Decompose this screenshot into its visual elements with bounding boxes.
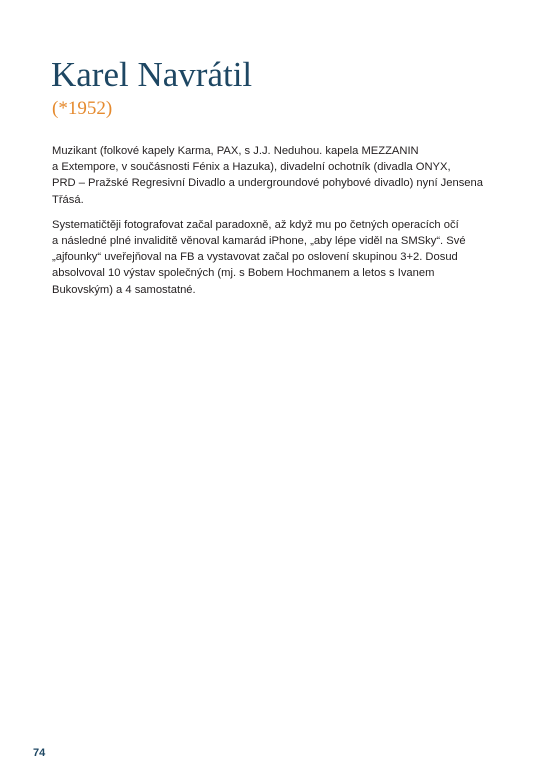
biography-paragraph xyxy=(52,217,512,298)
biography-paragraph xyxy=(52,143,512,208)
text-line: a Extempore, v součásnosti Fénix a Hazuka), divadelní ochotník (divadla ONYX, xyxy=(52,161,451,174)
text-line: absolvoval 10 výstav společných (mj. s Bobem Hochmanem a letos s Ivanem xyxy=(52,267,435,280)
text-line: a následné plné invaliditě věnoval kamarád iPhone, „aby lépe viděl na SMSky“. Své xyxy=(52,235,466,248)
text-line: PRD – Pražské Regresivní Divadlo a undergroundové pohybové divadlo) nyní Jensena xyxy=(52,177,483,190)
text-line: Bukovským) a 4 samostatné. xyxy=(52,283,196,296)
birth-year: (*1952) xyxy=(52,98,113,119)
text-line: „ajfounky“ uveřejňoval na FB a vystavovat začal po oslovení skupinou 3+2. Dosud xyxy=(52,251,458,264)
text-line: Systematičtěji fotografovat začal paradoxně, až když mu po četných operacích očí xyxy=(52,218,459,231)
text-line: Třásá. xyxy=(52,193,84,206)
page-number: 74 xyxy=(33,747,46,759)
text-line: Muzikant (folkové kapely Karma, PAX, s J.J. Neduhou. kapela MEZZANIN xyxy=(52,145,419,157)
biography xyxy=(52,143,512,307)
page-title: Karel Navrátil xyxy=(51,55,253,94)
